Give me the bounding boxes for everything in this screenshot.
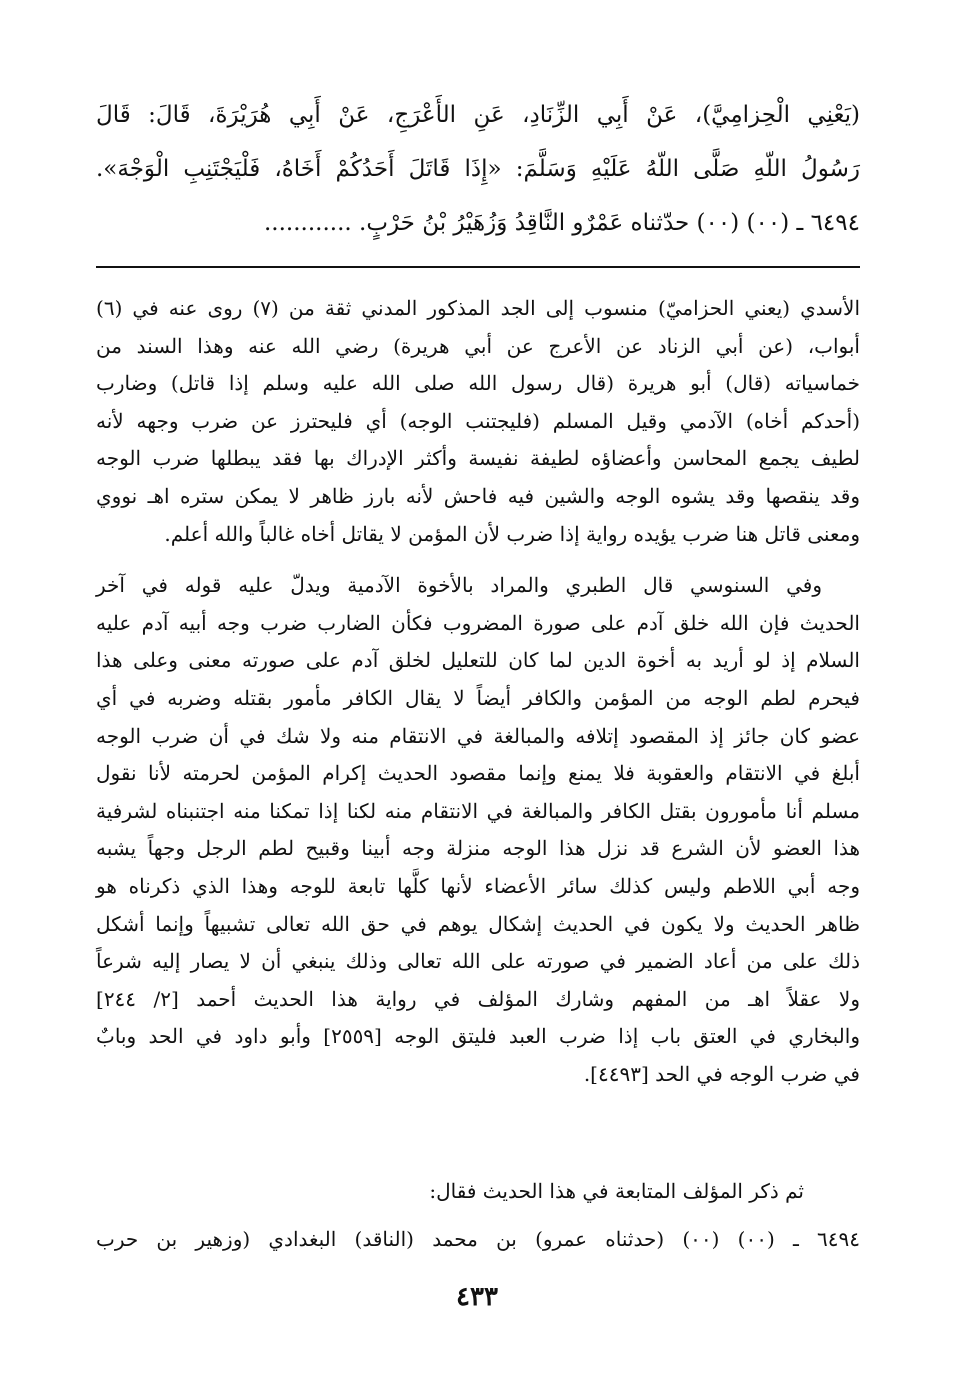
commentary-line: وقد ينقصها وقد يشوه الوجه والشين فيه فاحش لأنه بارز ظاهر لا يمكن ستره اهـ نووي xyxy=(96,483,860,508)
page-number: ٤٣٣ xyxy=(456,1282,498,1312)
commentary-line: مسلم أنا مأمورون بقتل الكافر والمبالغة في الانتقام منه لكنا إذا تمكنا منه اجتنبناه لشرفية xyxy=(96,798,860,823)
commentary-line: ومعنى قاتل هنا ضرب يؤيده رواية إذا ضرب لأن المؤمن لا يقاتل أخاه غالباً والله أعلم. xyxy=(164,521,860,546)
next-hadith-chain: ٦٤٩٤ ـ (٠٠) (٠٠) (حدثناه عمرو) بن محمد (الناقد) البغدادي (وزهير بن حرب xyxy=(96,1227,860,1251)
commentary-line: ظاهر الحديث ولا يكون في الحديث إشكال يوهم في حق الله تعالى تشبيهاً وإنما أشكل xyxy=(96,911,860,936)
commentary-line: في ضرب الوجه في الحد [٤٤٩٣]. xyxy=(583,1061,860,1086)
commentary-line: فيحرم لطم الوجه من المؤمن والكافر أيضاً لا يقال الكافر مأمور بقتله وضربه في أي xyxy=(96,685,860,710)
commentary-line: أبواب، (عن أبي الزناد عن الأعرج عن أبي هريرة) رضي الله عنه وهذا السند من xyxy=(96,333,860,358)
commentary-line: ذلك على من أعاد الضمير في صورته على الله تعالى وذلك ينبغي أن لا يصار إليه شرعاً xyxy=(96,949,860,974)
commentary xyxy=(96,290,860,1093)
paragraph-gap xyxy=(96,553,860,567)
commentary-line: والبخاري في العتق باب إذا ضرب العبد فليتق الوجه [٢٥٥٩] وأبو داود في الحد وبابٌ xyxy=(96,1024,860,1049)
commentary-line: هذا العضو لأن الشرع قد نزل هذا الوجه منزلة وجه أبينا وقبيح لطم الرجل وجهاً يشبه xyxy=(96,836,860,861)
commentary-line: خماسياته (قال) أبو هريرة (قال رسول الله صلى الله عليه وسلم إذا قاتل) وضارب xyxy=(96,371,860,396)
commentary-line: الأسدي (يعني الحزاميّ) منسوب إلى الجد المذكور المدني ثقة من (٧) روى عنه في (٦) xyxy=(96,296,860,320)
hadith-line-3: ٦٤٩٤ ـ (٠٠) (٠٠) حدّثناه عَمْرٌو النَّاقِدُ وَزُهَيْرُ بْنُ حَرْبٍ. ............ xyxy=(263,210,860,236)
commentary-line: عضو كان جائز إذ المقصود إتلافه والمبالغة في الانتقام منه ولا شك في أن ضرب الوجه xyxy=(96,723,860,748)
commentary-line: وجه أبي اللاطم وليس كذلك سائر الأعضاء لأنها كلَّها تابعة للوجه وهذا الذي ذكرناه هو xyxy=(96,873,860,898)
follow-up-intro: ثم ذكر المؤلف المتابعة في هذا الحديث فقال: xyxy=(429,1179,804,1203)
footnote-divider xyxy=(96,266,860,268)
hadith-text xyxy=(96,88,860,250)
hadith-line-2: رَسُولُ اللّهِ صَلَّى اللّهُ عَلَيْهِ وَسَلَّمَ: «إِذَا قَاتَلَ أَحَدُكُمْ أَخَاهُ، فَلْيَجْتَنِبِ الْوَجْهَ». xyxy=(96,156,860,182)
commentary-line: أبلغ في الانتقام والعقوبة فلا يمنع وإنما مقصود الحديث إكرام المؤمن لحرمته لأنا نقول xyxy=(96,761,860,786)
commentary-line: (أحدكم أخاه) الآدمي وقيل المسلم (فليجتنب الوجه) أي فليحترز عن ضرب وجهه لأنه xyxy=(96,408,860,433)
hadith-line-1: (يَعْنِي الْحِزامِيَّ)، عَنْ أَبِي الزِّنَادِ، عَنِ الأَعْرَجِ، عَنْ أَبِي هُرَيْرَةَ، قَالَ: قَالَ xyxy=(96,102,860,128)
commentary-line: لطيف يجمع المحاسن وأعضاؤه لطيفة نفيسة وأكثر الإدراك بها فقد يبطلها ضرب الوجه xyxy=(96,446,860,471)
commentary-line: الحديث فإن الله خلق آدم على صورة المضروب فكأن الضارب ضرب وجه أبيه آدم عليه xyxy=(96,610,860,635)
commentary-line: وفي السنوسي قال الطبري والمراد بالأخوة الآدمية ويدلّ عليه قوله في آخر xyxy=(96,573,823,598)
commentary-line: ولا عقلاً اهـ من المفهم وشارك المؤلف في رواية هذا الحديث أحمد [٢/ ٢٤٤] xyxy=(96,986,860,1011)
commentary-line: السلام إذ لو أريد به أخوة الدين لما كان للتعليل لخلق آدم على صورته معنى وعلى هذا xyxy=(96,648,860,673)
